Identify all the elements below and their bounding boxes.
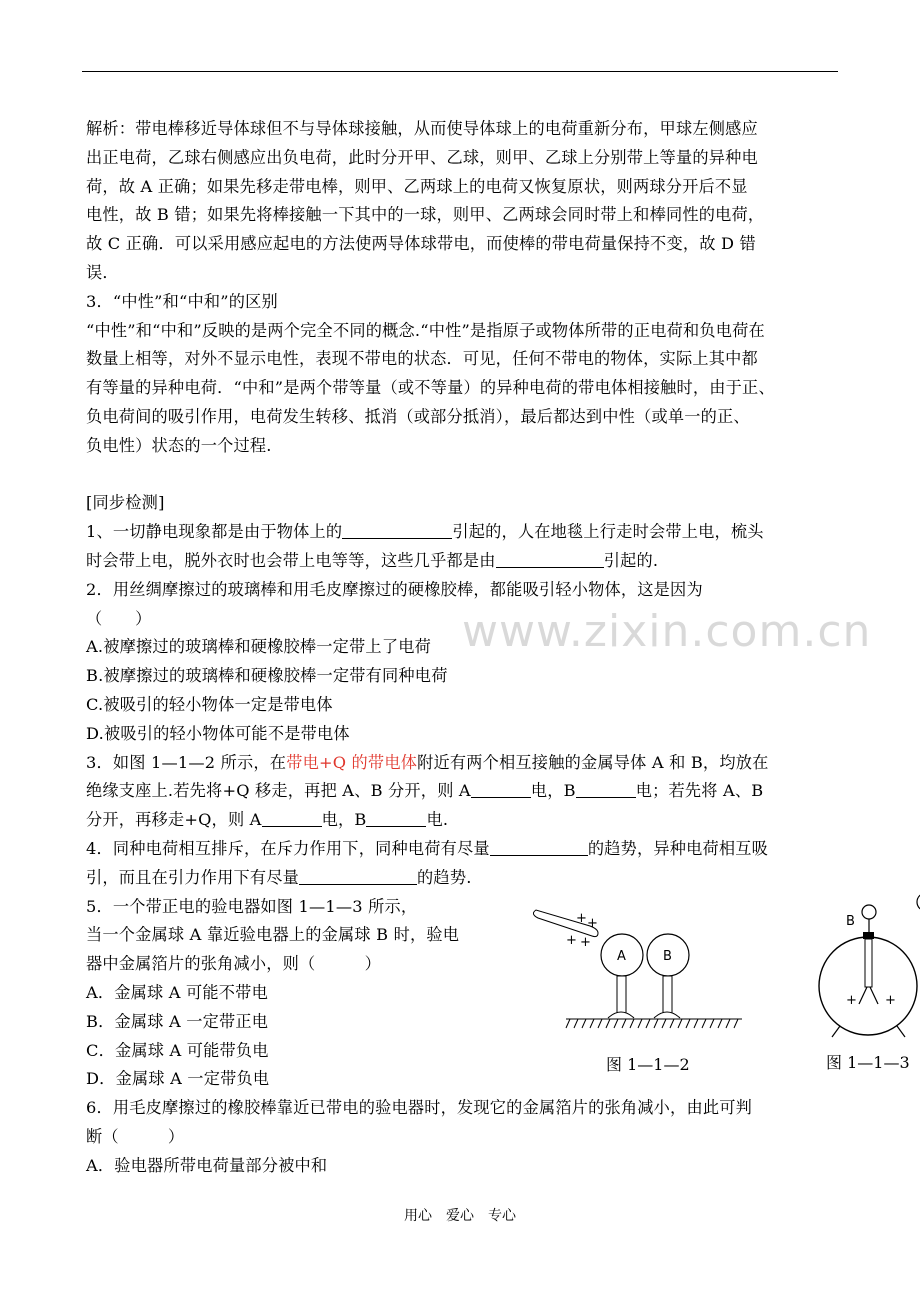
question-1: 1、一切静电现象都是由于物体上的 引起的，人在地毯上行走时会带上电，梳头 <box>86 522 764 542</box>
section-line: 负电荷间的吸引作用，电荷发生转移、抵消（或部分抵消），最后都达到中性（或单一的正、 <box>86 406 750 426</box>
watermark: www.zixin.com.cn <box>462 606 872 657</box>
question-5-option: C．金属球 A 可能带负电 <box>86 1040 269 1060</box>
caption-fig-1-1-3: 图 1—1—3 <box>826 1053 910 1072</box>
plus-sign: + <box>580 935 591 950</box>
highlight-text: 带电+Q 的带电体 <box>286 752 418 772</box>
section-line: 有等量的异种电荷．“中和”是两个带等量（或不等量）的异种电荷的带电体相接触时，由于正、 <box>86 378 775 398</box>
answer-blank <box>471 781 531 798</box>
section-line: “中性”和“中和”反映的是两个完全不同的概念.“中性”是指原子或物体所带的正电荷和负电荷在 <box>86 320 765 340</box>
header-rule <box>82 71 838 72</box>
question-4-cont: 引，而且在引力作用下有尽量 的趋势. <box>86 867 472 887</box>
answer-blank <box>262 810 322 827</box>
analysis-line: 荷，故 A 正确；如果先移走带电棒，则甲、乙两球上的电荷又恢复原状，则两球分开后不显 <box>86 176 748 196</box>
question-3: 3．如图 1—1—2 所示，在带电+Q 的带电体附近有两个相互接触的金属导体 A 和 B，均放在 <box>86 752 769 772</box>
question-6-option: A．验电器所带电荷量部分被中和 <box>86 1155 328 1175</box>
metal-rod <box>865 939 872 987</box>
plus-sign: + <box>587 916 598 931</box>
analysis-line: 解析：带电棒移近导体球但不与导体球接触，从而使导体球上的电荷重新分布，甲球左侧感应 <box>86 119 758 138</box>
section-heading: 3．“中性”和“中和”的区别 <box>86 291 278 311</box>
question-5: 器中金属箔片的张角减小，则（ ） <box>86 954 381 974</box>
section-line: 数量上相等，对外不显示电性，表现不带电的状态．可见，任何不带电的物体，实际上其中都 <box>86 349 758 369</box>
electroscope-leg <box>897 1026 905 1037</box>
sync-heading: [同步检测] <box>86 493 165 513</box>
question-2-paren: （ ） <box>86 608 152 628</box>
figure-1-1-3 <box>812 890 920 1050</box>
answer-blank <box>496 551 604 568</box>
analysis-line: 误． <box>86 262 119 282</box>
question-3-cont: 绝缘支座上.若先将+Q 移走，再把 A、B 分开，则 A 电，B 电；若先将 A、B <box>86 781 764 801</box>
question-2-option: B.被摩擦过的玻璃棒和硬橡胶棒一定带有同种电荷 <box>86 666 448 686</box>
footer: 用心 爱心 专心 <box>404 1208 516 1224</box>
electroscope-ball <box>862 905 876 919</box>
label-b: B <box>663 949 672 964</box>
answer-blank <box>490 839 588 856</box>
insulating-stand-a <box>617 976 626 1014</box>
question-2-option: A.被摩擦过的玻璃棒和硬橡胶棒一定带上了电荷 <box>86 637 431 657</box>
question-2-option: C.被吸引的轻小物体一定是带电体 <box>86 694 333 714</box>
plus-sign: + <box>846 993 857 1008</box>
question-4: 4．同种电荷相互排斥，在斥力作用下，同种电荷有尽量 的趋势，异种电荷相互吸 <box>86 838 769 858</box>
figure-1-1-2 <box>528 900 748 1010</box>
insulating-plug <box>863 932 874 939</box>
question-5-option: B．金属球 A 一定带正电 <box>86 1011 269 1031</box>
question-5-option: D．金属球 A 一定带负电 <box>86 1069 270 1089</box>
question-2-option: D.被吸引的轻小物体可能不是带电体 <box>86 723 350 743</box>
label-b: B <box>846 914 855 929</box>
answer-blank <box>342 522 452 539</box>
answer-blank <box>576 781 636 798</box>
label-a: A <box>617 949 626 964</box>
analysis-line: 出正电荷，乙球右侧感应出负电荷，此时分开甲、乙球，则甲、乙球上分别带上等量的异种电 <box>86 147 758 167</box>
plus-sign: + <box>885 993 896 1008</box>
ground-hatching <box>566 1018 746 1030</box>
plus-sign: + <box>566 933 577 948</box>
analysis-line: 故 C 正确．可以采用感应起电的方法使两导体球带电，而使棒的带电荷量保持不变，故 D 错 <box>86 234 756 254</box>
question-5: 当一个金属球 A 靠近验电器上的金属球 B 时，验电 <box>86 925 460 945</box>
question-6: 6．用毛皮摩擦过的橡胶棒靠近已带电的验电器时，发现它的金属箔片的张角减小，由此可判 <box>86 1098 752 1118</box>
section-line: 负电性）状态的一个过程. <box>86 435 272 455</box>
question-6: 断（ ） <box>86 1126 185 1146</box>
electroscope-leg <box>832 1026 840 1037</box>
analysis-line: 电性，故 B 错；如果先将棒接触一下其中的一球，则甲、乙两球会同时带上和棒同性的电荷， <box>86 205 765 225</box>
answer-blank <box>299 868 417 885</box>
plus-sign: + <box>576 911 587 926</box>
answer-blank <box>366 810 426 827</box>
question-3-cont: 分开，再移走+Q，则 A 电，B 电. <box>86 810 449 830</box>
question-1-cont: 时会带上电，脱外衣时也会带上电等等，这些几乎都是由 引起的. <box>86 550 659 570</box>
caption-fig-1-1-2: 图 1—1—2 <box>606 1055 690 1074</box>
question-5-option: A．金属球 A 可能不带电 <box>86 982 268 1002</box>
insulating-stand-b <box>663 976 672 1014</box>
question-5: 5．一个带正电的验电器如图 1—1—3 所示， <box>86 896 418 916</box>
question-2: 2．用丝绸摩擦过的玻璃棒和用毛皮摩擦过的硬橡胶棒，都能吸引轻小物体，这是因为 <box>86 579 703 599</box>
